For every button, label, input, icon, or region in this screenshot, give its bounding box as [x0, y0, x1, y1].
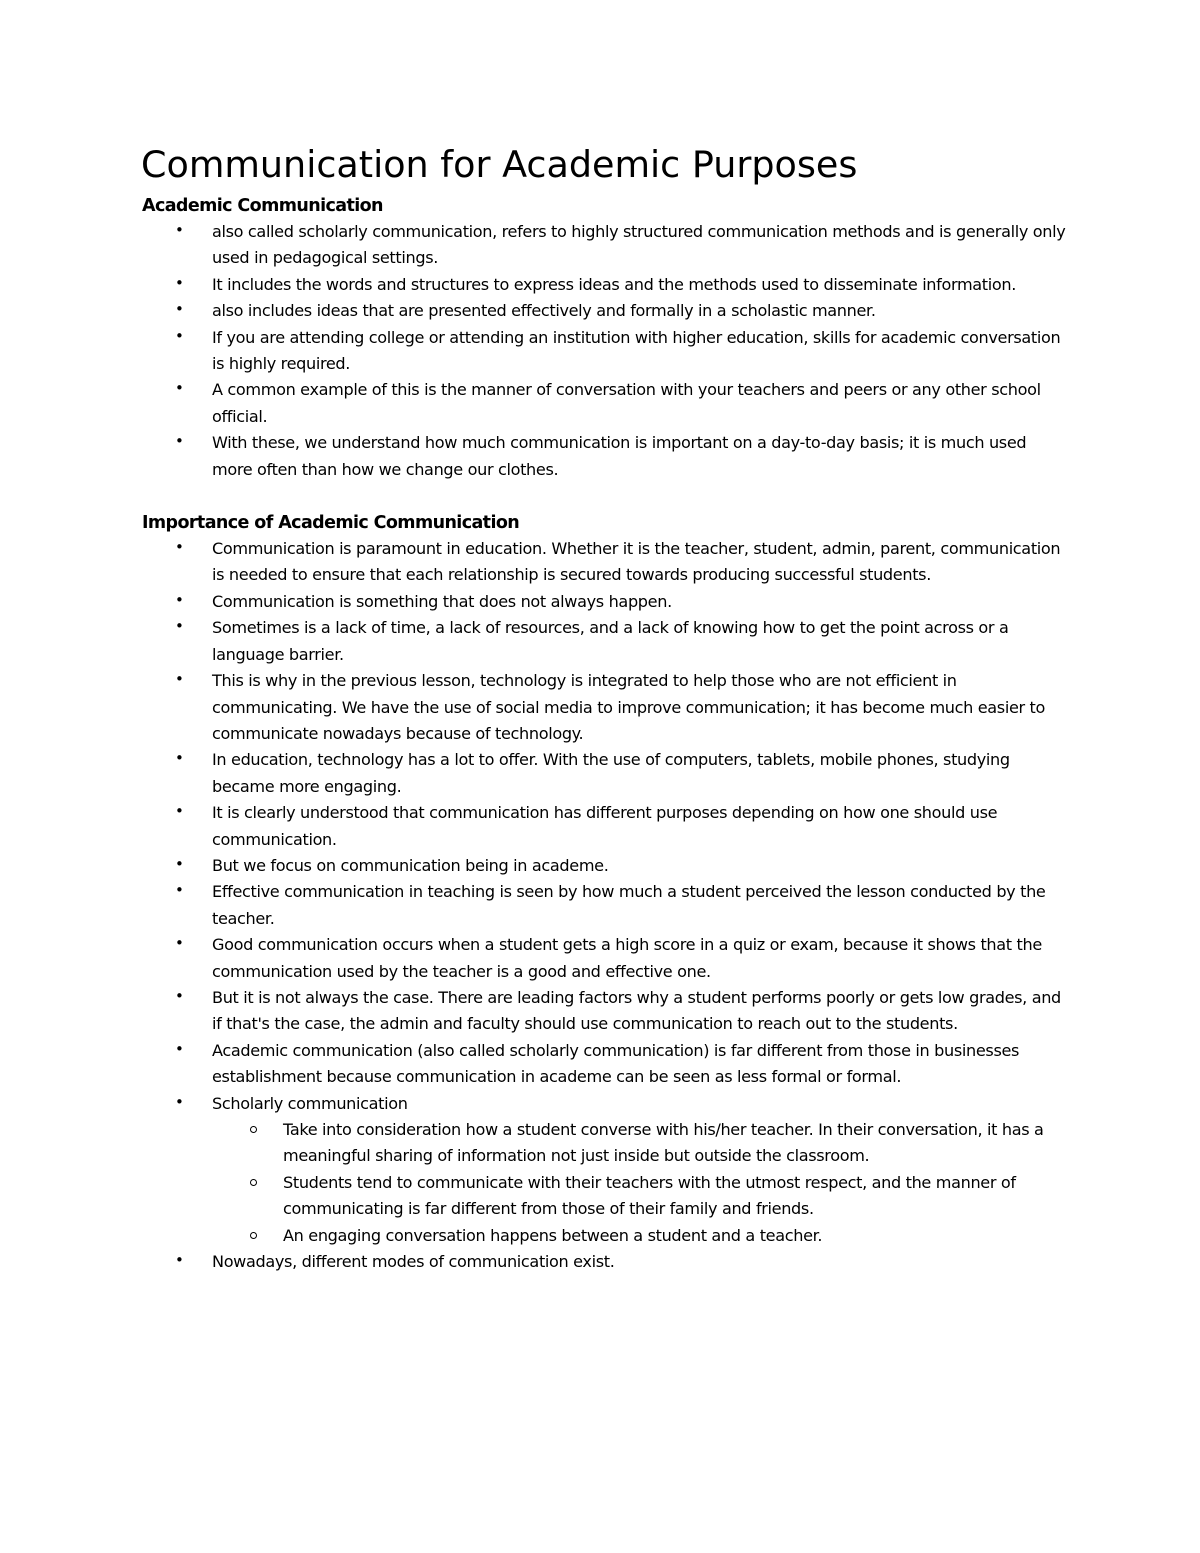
bullet-icon: •	[175, 379, 184, 398]
sub-list-item	[212, 1170, 1067, 1223]
list-item-text: Scholarly communication	[212, 1093, 408, 1113]
section-heading-importance: Importance of Academic Communication	[142, 513, 520, 534]
list-item	[142, 800, 1067, 853]
sub-list-item	[212, 1223, 1067, 1249]
bullet-icon: •	[175, 986, 184, 1005]
bullet-icon: •	[175, 617, 184, 636]
list-item	[142, 325, 1067, 378]
list-item	[142, 536, 1067, 589]
sub-list-item-text: Take into consideration how a student converse with his/her teacher. In their conversation, it has a meaningful sharing of information not just inside but outside the classroom.	[283, 1120, 1044, 1166]
list-item	[142, 430, 1067, 483]
list-item-text: Nowadays, different modes of communication exist.	[212, 1252, 615, 1272]
list-item	[142, 853, 1067, 879]
list-item-text: But it is not always the case. There are leading factors why a student performs poorly or gets low grades, and if that's the case, the admin and faculty should use communication to reach out to the students.	[212, 987, 1061, 1034]
list-item-text: With these, we understand how much communication is important on a day-to-day basis; it is much used more often than how we change our clothes.	[212, 433, 1027, 479]
list-item	[142, 985, 1067, 1038]
sub-bullet-list-scholarly	[212, 1117, 1067, 1249]
bullet-icon: •	[175, 749, 184, 768]
bullet-icon: •	[175, 538, 184, 557]
bullet-icon: •	[175, 1092, 184, 1111]
circle-bullet-icon	[250, 1232, 257, 1239]
bullet-icon: •	[175, 854, 184, 873]
list-item	[142, 932, 1067, 985]
list-item-text: also includes ideas that are presented effectively and formally in a scholastic manner.	[212, 301, 876, 321]
list-item-text: But we focus on communication being in academe.	[212, 855, 609, 875]
list-item	[142, 747, 1067, 800]
list-item-text: Good communication occurs when a student gets a high score in a quiz or exam, because it shows that the communication used by the teacher is a good and effective one.	[212, 935, 1042, 981]
list-item	[142, 1038, 1067, 1091]
bullet-icon: •	[175, 221, 184, 239]
sub-list-item-text: Students tend to communicate with their teachers with the utmost respect, and the manner of communicating is far different from those of their family and friends.	[283, 1172, 1016, 1219]
list-item	[142, 298, 1067, 324]
list-item-text: Sometimes is a lack of time, a lack of resources, and a lack of knowing how to get the point across or a language barrier.	[212, 618, 1009, 664]
circle-bullet-icon	[250, 1126, 257, 1133]
section-heading-academic-communication: Academic Communication	[142, 196, 383, 216]
sub-list-item	[212, 1117, 1067, 1170]
bullet-list-importance	[142, 536, 1067, 1275]
bullet-icon: •	[175, 300, 184, 319]
bullet-list-academic-communication	[142, 219, 1067, 483]
list-item-text: Communication is something that does not always happen.	[212, 591, 672, 611]
sub-list-item-text: An engaging conversation happens between a student and a teacher.	[283, 1225, 823, 1245]
list-item-text: This is why in the previous lesson, technology is integrated to help those who are not efficient in communicating. We have the use of social media to improve communication; it has become much easier to communicate nowadays because of technology.	[212, 671, 1046, 743]
list-item	[142, 879, 1067, 932]
bullet-icon: •	[175, 273, 184, 292]
bullet-icon: •	[175, 432, 184, 451]
bullet-icon: •	[175, 326, 184, 345]
document-title: Communication for Academic Purposes	[141, 143, 858, 186]
list-item-text: Effective communication in teaching is seen by how much a student perceived the lesson conducted by the teacher.	[212, 882, 1046, 928]
list-item	[142, 668, 1067, 747]
bullet-icon: •	[175, 1039, 184, 1058]
circle-bullet-icon	[250, 1179, 257, 1186]
document-body	[142, 142, 1067, 1275]
list-item-text: It includes the words and structures to express ideas and the methods used to disseminate information.	[212, 274, 1016, 294]
bullet-icon: •	[175, 1251, 184, 1270]
list-item-text: If you are attending college or attending an institution with higher education, skills for academic conversation is highly required.	[212, 327, 1061, 374]
list-item-text: Communication is paramount in education. Whether it is the teacher, student, admin, parent, communication is needed to ensure that each relationship is secured towards producing successful students.	[212, 539, 1061, 585]
list-item	[142, 1091, 1067, 1249]
list-item	[142, 589, 1067, 615]
bullet-icon: •	[175, 802, 184, 821]
list-item-text: also called scholarly communication, refers to highly structured communication methods and is generally only used in pedagogical settings.	[212, 222, 1066, 268]
bullet-icon: •	[175, 590, 184, 609]
list-item-text: In education, technology has a lot to offer. With the use of computers, tablets, mobile phones, studying became more engaging.	[212, 750, 1010, 796]
section-spacer	[142, 483, 1067, 510]
list-item	[142, 377, 1067, 430]
list-item	[142, 219, 1067, 272]
list-item	[142, 1249, 1067, 1275]
list-item-text: It is clearly understood that communication has different purposes depending on how one should use communication.	[212, 803, 998, 849]
list-item	[142, 615, 1067, 668]
bullet-icon: •	[175, 881, 184, 900]
bullet-icon: •	[175, 934, 184, 953]
list-item-text: Academic communication (also called scholarly communication) is far different from those in businesses establishment because communication in academe can be seen as less formal or formal.	[212, 1040, 1020, 1087]
list-item	[142, 272, 1067, 298]
bullet-icon: •	[175, 670, 184, 689]
list-item-text: A common example of this is the manner of conversation with your teachers and peers or any other school official.	[212, 380, 1041, 426]
